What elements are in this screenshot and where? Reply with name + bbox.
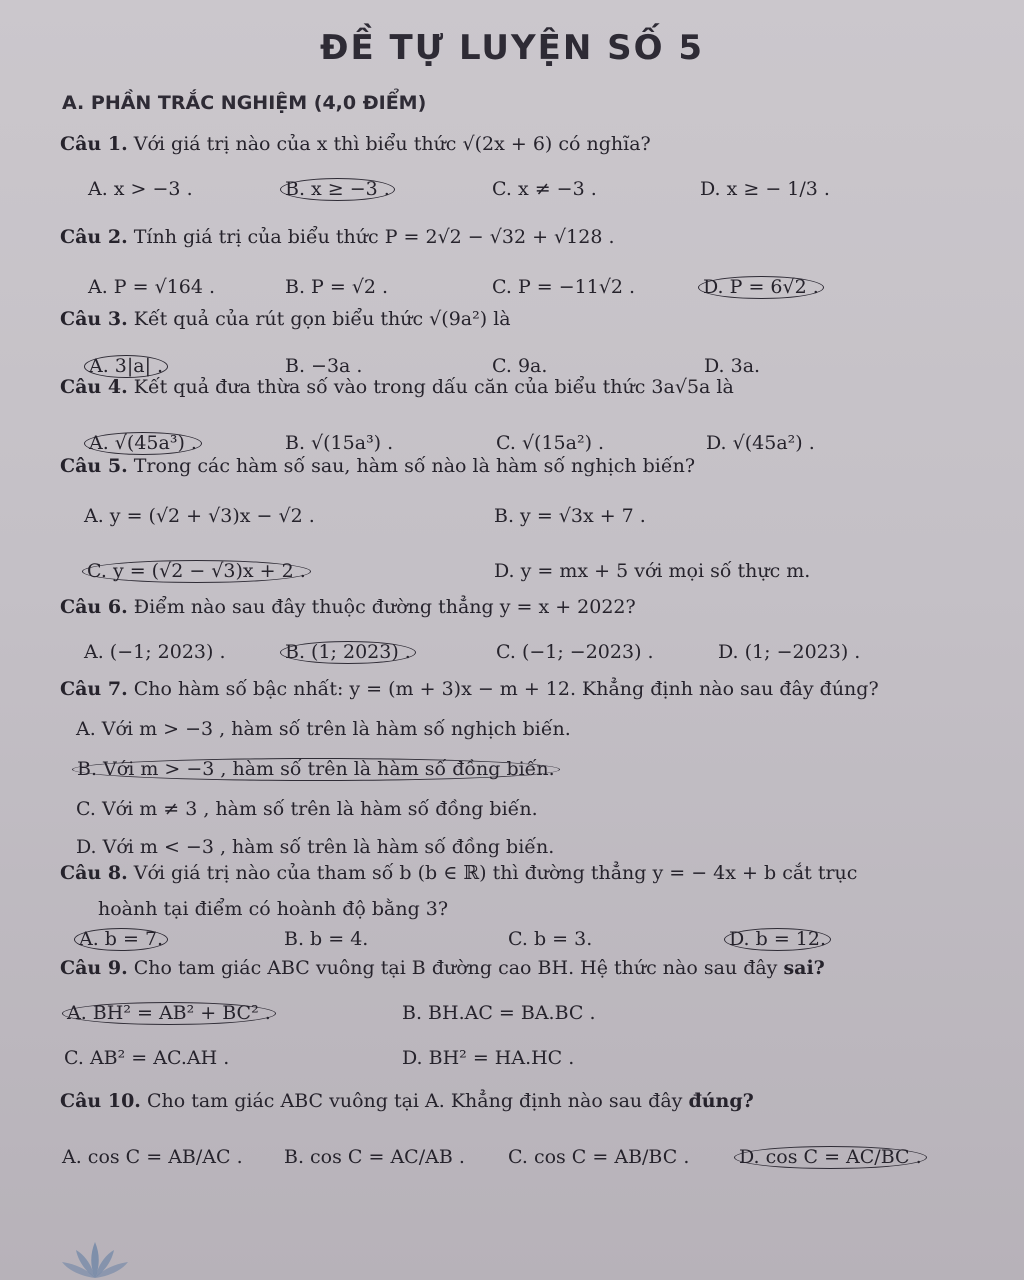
option-a: A. y = (√2 + √3)x − √2 . <box>84 505 315 527</box>
option-a-circled: A. BH² = AB² + BC² . <box>62 1002 276 1025</box>
question-emphasis: sai? <box>783 957 825 979</box>
question-text: Trong các hàm số sau, hàm số nào là hàm số nghịch biến? <box>133 455 696 477</box>
question-text: Kết quả đưa thừa số vào trong dấu căn của biểu thức 3a√5a là <box>133 376 734 398</box>
question-text: Với giá trị nào của x thì biểu thức √(2x + 6) có nghĩa? <box>133 133 651 155</box>
question-label: Câu 3. <box>60 308 128 330</box>
question-3 <box>60 308 984 330</box>
option-d-circled: D. P = 6√2 . <box>698 276 824 299</box>
question-label: Câu 2. <box>60 226 128 248</box>
section-heading: A. PHẦN TRẮC NGHIỆM (4,0 ĐIỂM) <box>62 92 427 114</box>
option-d: D. 3a. <box>704 355 761 377</box>
question-label: Câu 10. <box>60 1090 141 1112</box>
question-text: Cho hàm số bậc nhất: y = (m + 3)x − m + 12. Khẳng định nào sau đây đúng? <box>133 678 879 700</box>
question-text: Cho tam giác ABC vuông tại A. Khẳng định nào sau đây <box>146 1090 689 1112</box>
question-4 <box>60 376 984 398</box>
option-c: C. AB² = AC.AH . <box>64 1047 230 1069</box>
option-d: D. Với m < −3 , hàm số trên là hàm số đồng biến. <box>76 836 555 858</box>
option-c: C. x ≠ −3 . <box>492 178 597 200</box>
question-emphasis: đúng? <box>688 1090 754 1112</box>
question-9 <box>60 957 984 979</box>
question-10 <box>60 1090 984 1112</box>
option-b-circled: B. (1; 2023) . <box>280 641 416 664</box>
option-a: A. x > −3 . <box>88 178 193 200</box>
option-b: B. BH.AC = BA.BC . <box>402 1002 596 1024</box>
option-b: B. y = √3x + 7 . <box>494 505 646 527</box>
option-d: D. x ≥ − 1/3 . <box>700 178 830 200</box>
option-d: D. BH² = HA.HC . <box>402 1047 575 1069</box>
question-8-continued: hoành tại điểm có hoành độ bằng 3? <box>98 898 449 920</box>
option-c: C. cos C = AB/BC . <box>508 1146 690 1168</box>
option-b-circled: B. x ≥ −3 . <box>280 178 395 201</box>
question-6 <box>60 596 984 618</box>
option-b: B. P = √2 . <box>285 276 389 298</box>
question-label: Câu 9. <box>60 957 128 979</box>
question-label: Câu 4. <box>60 376 128 398</box>
option-c: C. 9a. <box>492 355 548 377</box>
question-text: Tính giá trị của biểu thức P = 2√2 − √32 + √128 . <box>133 226 615 248</box>
question-text: Cho tam giác ABC vuông tại B đường cao BH. Hệ thức nào sau đây <box>133 957 784 979</box>
question-label: Câu 1. <box>60 133 128 155</box>
option-c: C. P = −11√2 . <box>492 276 636 298</box>
question-2 <box>60 226 984 248</box>
option-a-circled: A. b = 7. <box>74 928 168 951</box>
option-c: C. Với m ≠ 3 , hàm số trên là hàm số đồng biến. <box>76 798 538 820</box>
option-a: A. (−1; 2023) . <box>84 641 226 663</box>
question-text: Điểm nào sau đây thuộc đường thẳng y = x + 2022? <box>133 596 636 618</box>
option-a: A. Với m > −3 , hàm số trên là hàm số nghịch biến. <box>76 718 571 740</box>
option-a: A. cos C = AB/AC . <box>62 1146 243 1168</box>
option-b: B. cos C = AC/AB . <box>284 1146 465 1168</box>
question-5 <box>60 455 984 477</box>
option-d: D. y = mx + 5 với mọi số thực m. <box>494 560 811 582</box>
option-a-circled: A. √(45a³) . <box>84 432 202 455</box>
question-7 <box>60 678 984 700</box>
question-text: Kết quả của rút gọn biểu thức √(9a²) là <box>133 308 511 330</box>
lotus-logo-icon <box>60 1238 130 1280</box>
page-title: ĐỀ TỰ LUYỆN SỐ 5 <box>319 28 705 68</box>
option-b: B. √(15a³) . <box>285 432 394 454</box>
question-label: Câu 7. <box>60 678 128 700</box>
option-d: D. (1; −2023) . <box>718 641 861 663</box>
question-text: Với giá trị nào của tham số b (b ∈ ℝ) thì đường thẳng y = − 4x + b cắt trục <box>133 862 858 884</box>
question-label: Câu 8. <box>60 862 128 884</box>
option-b: B. −3a . <box>285 355 363 377</box>
question-8 <box>60 862 984 884</box>
option-d-circled: D. b = 12. <box>724 928 831 951</box>
option-b-circled: B. Với m > −3 , hàm số trên là hàm số đồng biến. <box>72 758 560 781</box>
option-c: C. b = 3. <box>508 928 593 950</box>
option-c-circled: C. y = (√2 − √3)x + 2 . <box>82 560 311 583</box>
option-a-circled: A. 3|a| . <box>84 355 168 378</box>
question-1 <box>60 133 984 155</box>
option-c: C. √(15a²) . <box>496 432 605 454</box>
option-c: C. (−1; −2023) . <box>496 641 654 663</box>
option-d-circled: D. cos C = AC/BC . <box>734 1146 927 1169</box>
question-label: Câu 6. <box>60 596 128 618</box>
question-label: Câu 5. <box>60 455 128 477</box>
option-d: D. √(45a²) . <box>706 432 815 454</box>
option-a: A. P = √164 . <box>88 276 216 298</box>
option-b: B. b = 4. <box>284 928 369 950</box>
